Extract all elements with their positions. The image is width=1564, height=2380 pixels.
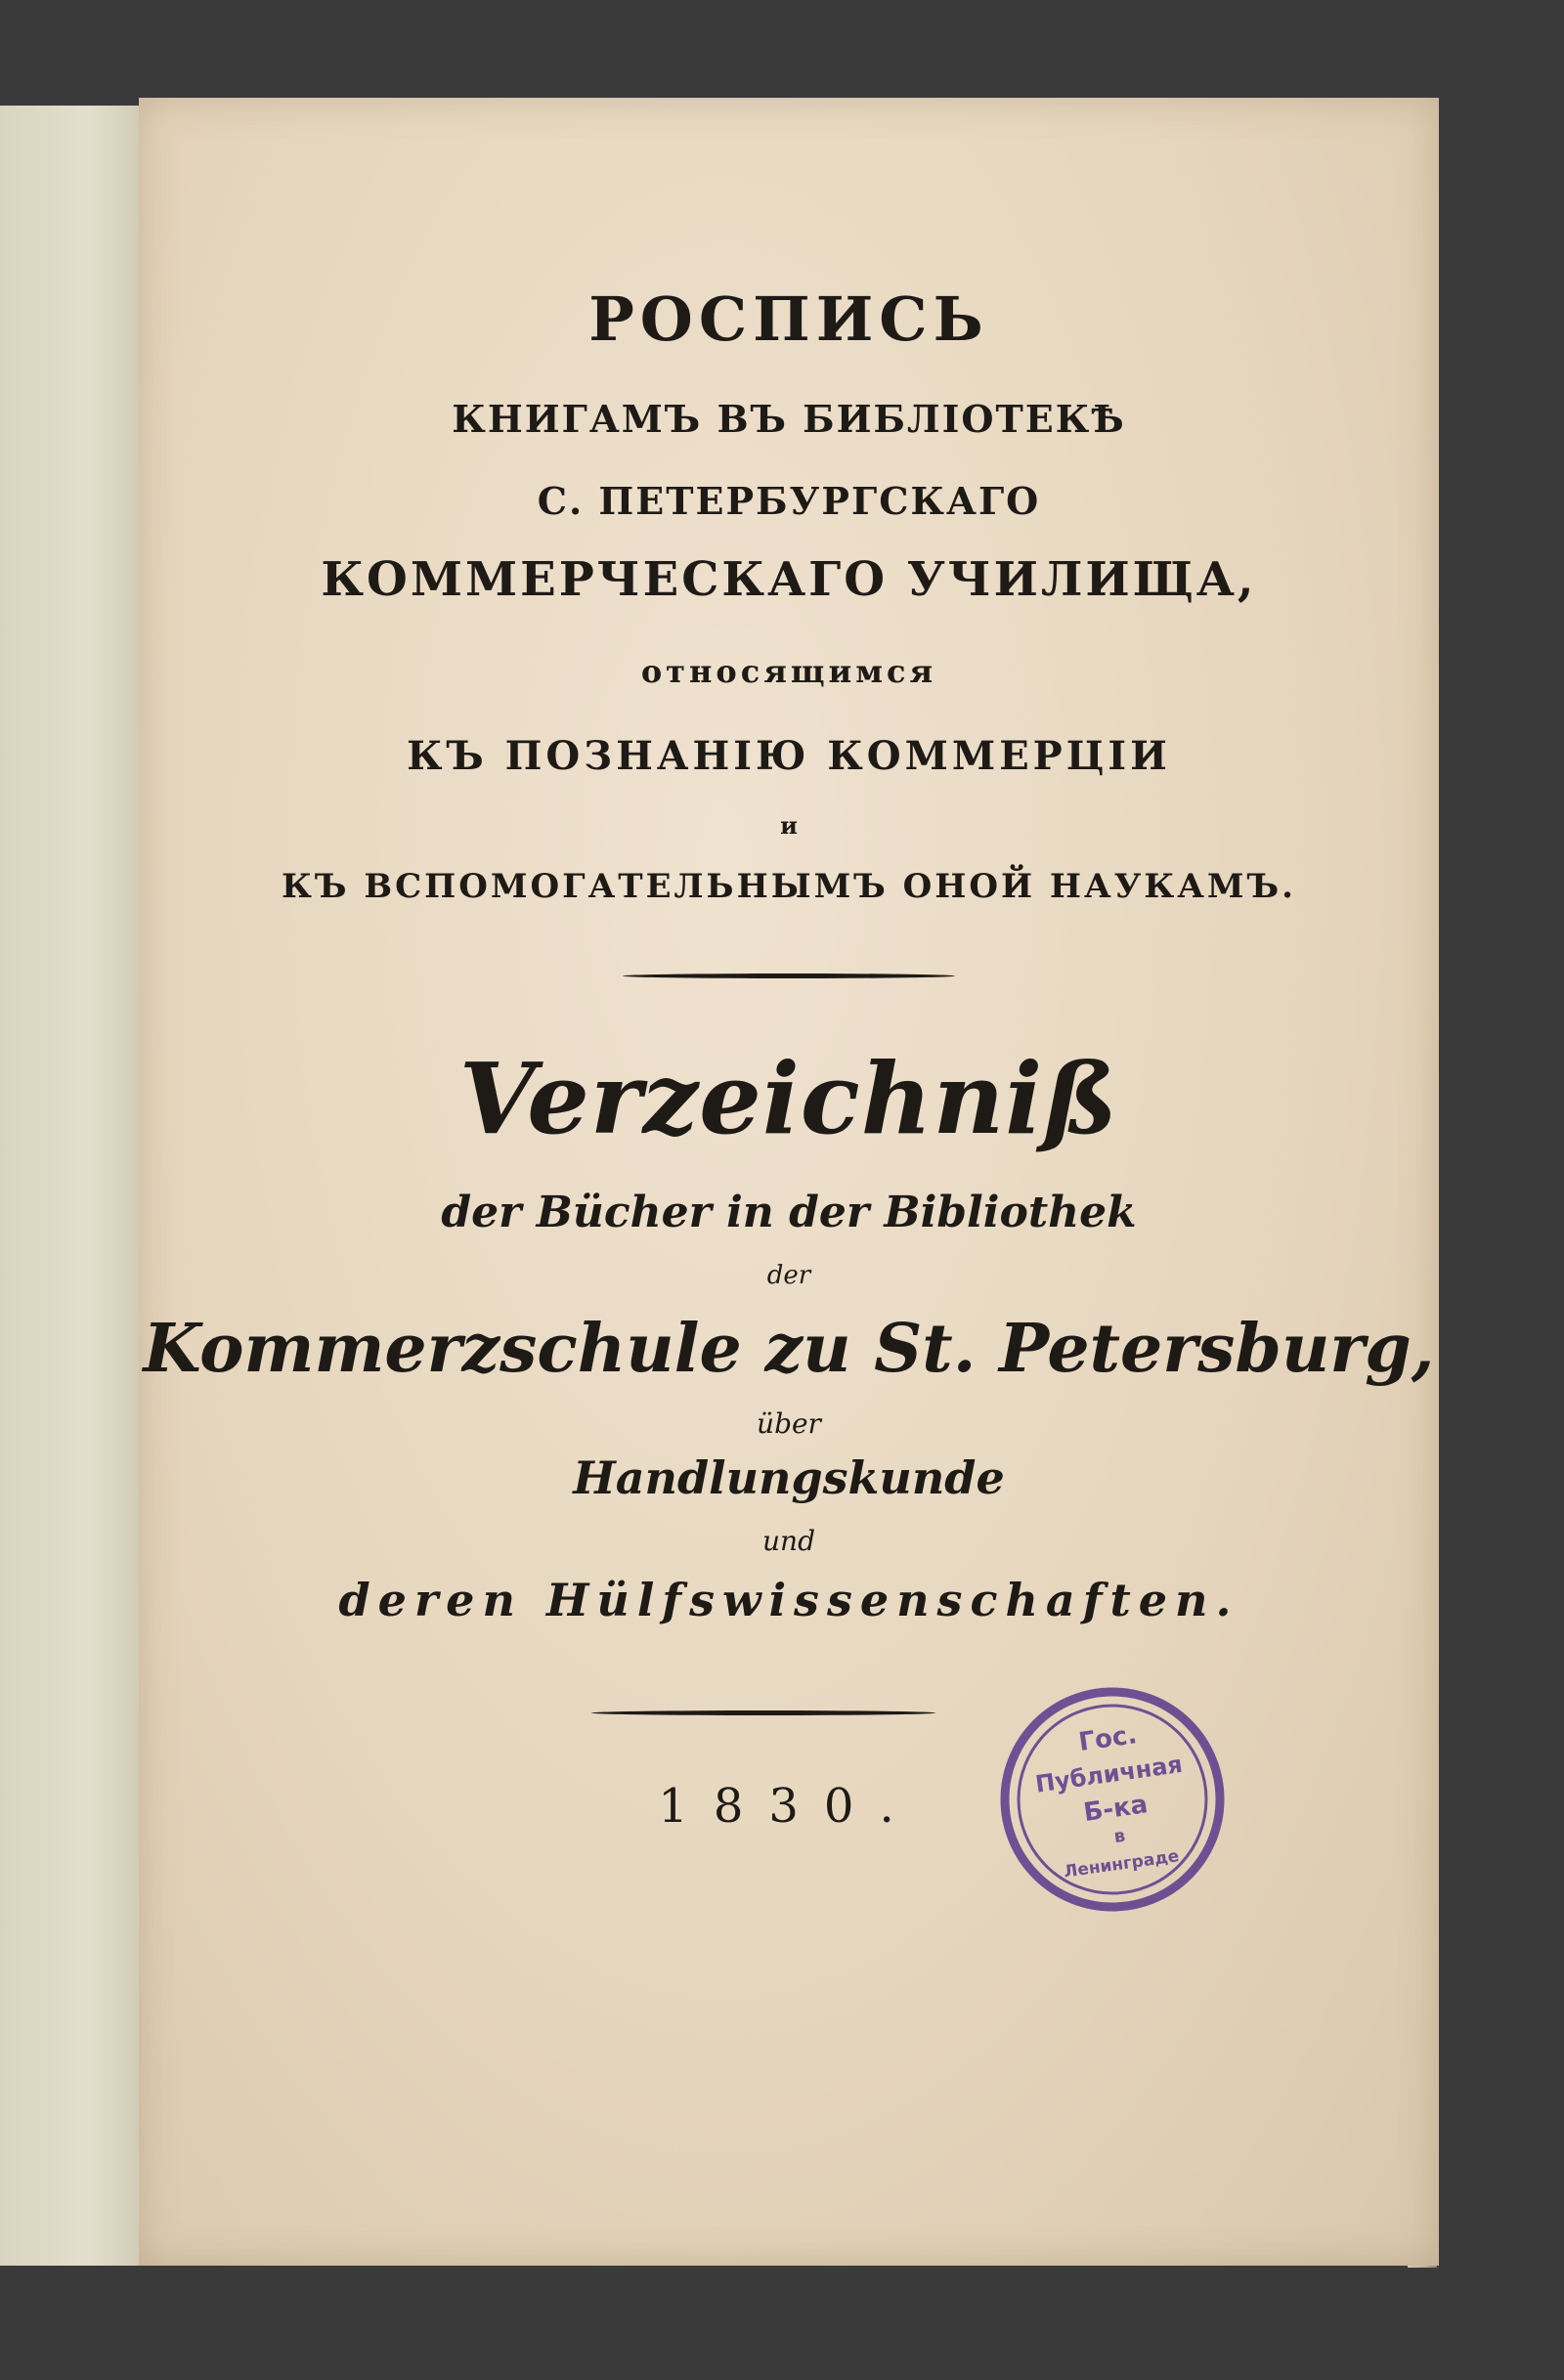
stamp-line-3: Б-ка: [1081, 1790, 1151, 1829]
divider-rule: [623, 974, 955, 978]
divider-rule: [591, 1710, 935, 1715]
russian-line-8: КЪ ВСПОМОГАТЕЛЬНЫМЪ ОНОЙ НАУКАМЪ.: [282, 867, 1296, 906]
german-line-2: der Bücher in der Bibliothek: [441, 1188, 1137, 1237]
russian-line-7: и: [780, 811, 798, 840]
publication-year: 1830.: [658, 1779, 920, 1834]
stamp-line-5: Ленинграде: [1063, 1846, 1181, 1882]
facing-page: [0, 106, 149, 2266]
german-line-5: über: [757, 1407, 821, 1440]
german-line-4: Kommerzschule zu St. Petersburg,: [143, 1310, 1435, 1388]
german-line-8: deren Hülfswissenschaften.: [338, 1574, 1239, 1626]
russian-line-4: КОММЕРЧЕСКАГО УЧИЛИЩА,: [321, 552, 1257, 607]
title-page: [139, 98, 1439, 2266]
stamp-line-1: Гос.: [1076, 1720, 1139, 1758]
stamp-line-2: Публичная: [1033, 1750, 1185, 1798]
russian-title: РОСПИСЬ: [588, 283, 989, 355]
german-line-3: der: [766, 1261, 811, 1290]
stamp-line-4: в: [1112, 1825, 1127, 1848]
russian-line-6: КЪ ПОЗНАНІЮ КОММЕРЦІИ: [407, 733, 1171, 779]
german-line-6: Handlungskunde: [573, 1451, 1005, 1504]
german-line-7: und: [762, 1525, 815, 1557]
library-stamp: [999, 1686, 1226, 1913]
german-title: Verzeichniß: [458, 1041, 1119, 1156]
russian-line-2: КНИГАМЪ ВЪ БИБЛІОТЕКѢ: [452, 397, 1126, 441]
russian-line-5: относящимся: [640, 653, 937, 690]
russian-line-3: С. ПЕТЕРБУРГСКАГО: [537, 479, 1041, 523]
